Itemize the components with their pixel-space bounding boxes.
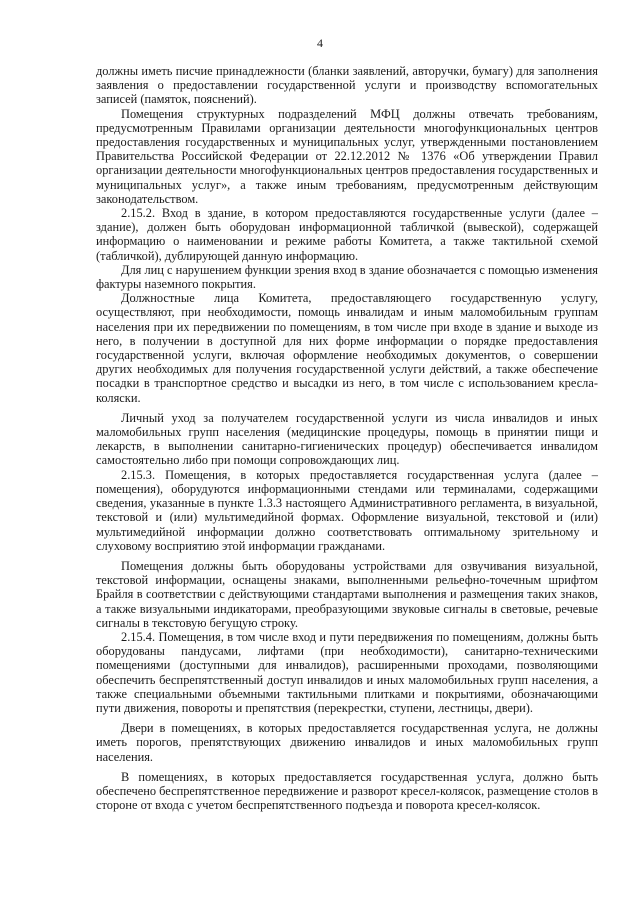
paragraph-visually-impaired-entrance: Для лиц с нарушением функции зрения вход в здание обозначается с помощью изменения фактуры наземного покрытия. (96, 262, 598, 292)
paragraph-writing-supplies: должны иметь писчие принадлежности (бланки заявлений, авторучки, бумагу) для заполнения заявления о предоставлении государственной услуги и производству вспомогательных записей (памяток, пояснений). (96, 64, 598, 107)
document-body (96, 64, 598, 812)
paragraph-2-15-3-premises: 2.15.3. Помещения, в которых предоставляется государственная услуга (далее – помещения), оборудуются информационными стендами или терминалами, содержащими сведения, указанные в пункте 1.3.3 настоящего Административного регламента, в визуальной, текстовой и (или) мультимедийной формах. Оформление визуальной, текстовой и (или) мультимедийной информации должно соответствовать оптимальному зрительному и слуховому восприятию этой информации гражданами. (96, 467, 598, 553)
paragraph-2-15-4-ramps: 2.15.4. Помещения, в том числе вход и пути передвижения по помещениям, должны быть оборудованы пандусами, лифтами (при необходимости), санитарно-техническими помещениями (доступными для инвалидов), расширенными проходами, позволяющими обеспечить беспрепятственный доступ инвалидов и иных маломобильных групп населения, а также специальными объемными тактильными плитками и покрытиями, обозначающими пути движения, повороты и препятствия (перекрестки, ступени, лестницы, двери). (96, 629, 598, 715)
paragraph-door-thresholds: Двери в помещениях, в которых предоставляется государственная услуга, не должны иметь порогов, препятствующих движению инвалидов и иных маломобильных групп населения. (96, 721, 598, 764)
page-number: 4 (317, 36, 323, 50)
paragraph-officials-assistance: Должностные лица Комитета, предоставляющего государственную услугу, осуществляют, при необходимости, помощь инвалидам и иным маломобильным группам населения при их передвижении по помещениям, в том числе при входе в здание и выходе из него, в получении в доступной для них форме информации о порядке предоставления государственной услуги, включая оформление необходимых документов, о совершении других необходимых для получения государственной услуги действий, а также обеспечение посадки в транспортное средство и высадки из него, в том числе с использованием кресла-коляски. (96, 291, 598, 405)
paragraph-personal-care: Личный уход за получателем государственной услуги из числа инвалидов и иных маломобильных групп населения (медицинские процедуры, помощь в принятии пищи и лекарств, в выполнении санитарно-гигиенических процедур) обеспечивается инвалидом самостоятельно либо при помощи сопровождающих лиц. (96, 410, 598, 468)
paragraph-wheelchair-movement: В помещениях, в которых предоставляется государственная услуга, должно быть обеспечено беспрепятственное передвижение и разворот кресел-колясок, размещение столов в стороне от входа с учетом беспрепятственного подъезда и поворота кресел-колясок. (96, 769, 598, 813)
paragraph-braille-equipment: Помещения должны быть оборудованы устройствами для озвучивания визуальной, текстовой информации, оснащены знаками, выполненными рельефно-точечным шрифтом Брайля в соответствии с действующими стандартами выполнения и размещения таких знаков, а также визуальными индикаторами, преобразующими звуковые сигналы в световые, речевые сигналы в текстовую бегущую строку. (96, 558, 598, 630)
paragraph-2-15-2-entrance: 2.15.2. Вход в здание, в котором предоставляются государственные услуги (далее – здание), должен быть оборудован информационной табличкой (вывеской), содержащей информацию о наименовании и режиме работы Комитета, а также тактильной схемой (табличкой), дублирующей данную информацию. (96, 206, 598, 263)
paragraph-mfc-requirements: Помещения структурных подразделений МФЦ должны отвечать требованиям, предусмотренным Правилами организации деятельности многофункциональных центров предоставления государственных и муниципальных услуг, утвержденными постановлением Правительства Российской Федерации от 22.12.2012 № 1376 «Об утверждении Правил организации деятельности многофункциональных центров предоставления государственных и муниципальных услуг», а также иным требованиям, предусмотренным действующим законодательством. (96, 106, 598, 206)
